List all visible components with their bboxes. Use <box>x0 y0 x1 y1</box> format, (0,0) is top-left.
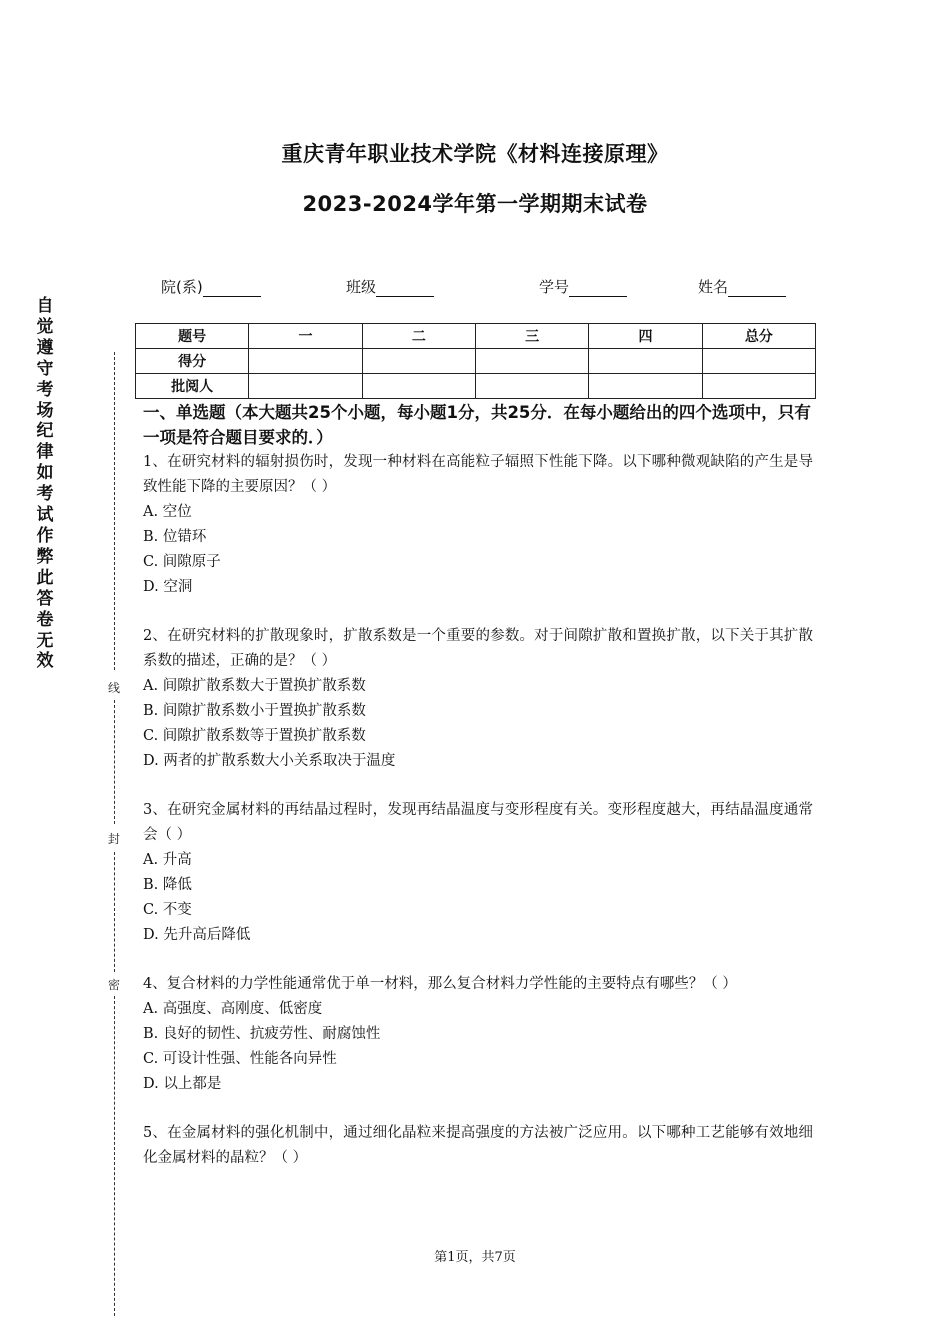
grader-row-label: 批阅人 <box>136 374 249 399</box>
option-d: D. 先升高后降低 <box>143 927 251 943</box>
student-id-field <box>539 276 627 297</box>
section-heading: 一、单选题（本大题共25个小题，每小题1分，共25分．在每小题给出的四个选项中，只有一项是符合题目要求的．） <box>143 403 811 447</box>
class-label: 班级 <box>346 278 377 296</box>
seal-dashed-line <box>114 352 115 670</box>
score-row-label: 得分 <box>136 349 249 374</box>
grader-cell <box>362 374 475 399</box>
option-c: C. 间隙扩散系数等于置换扩散系数 <box>143 728 366 744</box>
department-field <box>161 276 261 297</box>
option-c: C. 可设计性强、性能各向异性 <box>143 1051 337 1067</box>
question-4 <box>143 972 813 1097</box>
score-cell <box>249 349 362 374</box>
grader-row <box>136 374 816 399</box>
name-field <box>698 276 786 297</box>
exam-title-line1: 重庆青年职业技术学院《材料连接原理》 <box>281 142 669 166</box>
option-a: A. 间隙扩散系数大于置换扩散系数 <box>143 678 366 694</box>
name-blank <box>728 279 786 297</box>
question-stem: 1、在研究材料的辐射损伤时，发现一种材料在高能粒子辐照下性能下降。以下哪种微观缺陷的产生是导致性能下降的主要原因？（ ） <box>143 454 813 495</box>
page-number: 第1页，共7页 <box>434 1250 516 1265</box>
option-a: A. 高强度、高刚度、低密度 <box>143 1001 323 1017</box>
option-c: C. 间隙原子 <box>143 554 221 570</box>
name-label: 姓名 <box>698 278 729 296</box>
seal-secret-char: 密 <box>107 978 120 992</box>
question-stem: 4、复合材料的力学性能通常优于单一材料，那么复合材料力学性能的主要特点有哪些？（ ） <box>143 976 737 992</box>
student-id-blank <box>569 279 627 297</box>
class-field <box>346 276 434 297</box>
grader-cell <box>589 374 702 399</box>
score-table <box>135 323 816 399</box>
exam-content <box>143 400 813 1171</box>
student-info-row <box>0 276 950 300</box>
seal-line-char: 线 <box>107 681 120 695</box>
score-header-cell: 一 <box>249 324 362 349</box>
score-header-cell: 二 <box>362 324 475 349</box>
score-cell <box>362 349 475 374</box>
class-blank <box>376 279 434 297</box>
option-d: D. 以上都是 <box>143 1076 222 1092</box>
option-b: B. 降低 <box>143 877 192 893</box>
department-label: 院(系) <box>161 278 203 296</box>
option-d: D. 空洞 <box>143 579 193 595</box>
exam-discipline-warning: 自觉遵守考场纪律如考试作弊此答卷无效 <box>36 296 54 672</box>
grader-cell <box>249 374 362 399</box>
option-c: C. 不变 <box>143 902 192 918</box>
score-cell <box>475 349 588 374</box>
score-row <box>136 349 816 374</box>
grader-cell <box>475 374 588 399</box>
score-header-cell: 四 <box>589 324 702 349</box>
question-2 <box>143 624 813 774</box>
score-header-cell: 题号 <box>136 324 249 349</box>
option-d: D. 两者的扩散系数大小关系取决于温度 <box>143 753 396 769</box>
question-stem: 5、在金属材料的强化机制中，通过细化晶粒来提高强度的方法被广泛应用。以下哪种工艺能够有效地细化金属材料的晶粒？（ ） <box>143 1125 813 1166</box>
option-a: A. 升高 <box>143 852 192 868</box>
student-id-label: 学号 <box>539 278 570 296</box>
option-b: B. 良好的韧性、抗疲劳性、耐腐蚀性 <box>143 1026 381 1042</box>
seal-dashed-line <box>114 996 115 1316</box>
option-b: B. 间隙扩散系数小于置换扩散系数 <box>143 703 366 719</box>
score-header-cell: 三 <box>475 324 588 349</box>
grader-cell <box>702 374 815 399</box>
score-table-header-row <box>136 324 816 349</box>
department-blank <box>203 279 261 297</box>
option-b: B. 位错环 <box>143 529 207 545</box>
exam-title-line2: 2023-2024学年第一学期期末试卷 <box>302 192 648 216</box>
seal-seal-char: 封 <box>107 832 120 846</box>
score-cell <box>589 349 702 374</box>
seal-dashed-line <box>114 852 115 972</box>
question-1 <box>143 450 813 600</box>
seal-dashed-line <box>114 700 115 824</box>
score-header-cell: 总分 <box>702 324 815 349</box>
question-5 <box>143 1121 813 1171</box>
question-stem: 2、在研究材料的扩散现象时，扩散系数是一个重要的参数。对于间隙扩散和置换扩散，以下关于其扩散系数的描述，正确的是？（ ） <box>143 628 813 669</box>
question-3 <box>143 798 813 948</box>
question-stem: 3、在研究金属材料的再结晶过程时，发现再结晶温度与变形程度有关。变形程度越大，再结晶温度通常会（ ） <box>143 802 813 843</box>
option-a: A. 空位 <box>143 504 192 520</box>
score-cell <box>702 349 815 374</box>
